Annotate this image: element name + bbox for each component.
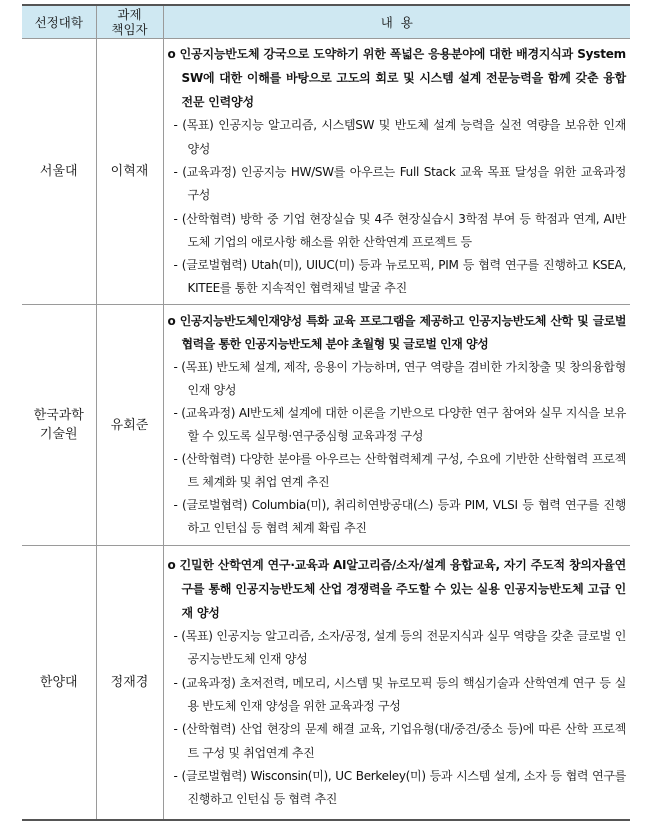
- row-item: - (교육과정) 초저전력, 메모리, 시스템 및 뉴로모픽 등의 핵심기술과 산학연계 연구 등 실용 반도체 인재 양성을 위한 교육과정 구성: [173, 675, 626, 713]
- row-item: - (목표) 인공지능 알고리즘, 소자/공정, 설계 등의 전문지식과 실무 역량을 갖춘 글로벌 인공지능반도체 인재 양성: [173, 629, 626, 667]
- row-item: - (글로벌협력) Wisconsin(미), UC Berkeley(미) 등과 시스템 설계, 소자 등 협력 연구를 진행하고 인턴십 등 협력 추진: [173, 768, 626, 807]
- row-item: - (교육과정) AI반도체 설계에 대한 이론을 기반으로 다양한 연구 참여와 실무 지식을 보유할 수 있도록 실무형·연구중심형 교육과정 구성: [173, 406, 626, 443]
- univ-cell: 서울대: [22, 39, 96, 305]
- table-row: [22, 546, 630, 820]
- table-row: [22, 39, 630, 305]
- univ-cell: [22, 305, 96, 546]
- header-content: 내 용: [163, 5, 630, 39]
- content-cell: [163, 546, 630, 820]
- row-item: - (글로벌협력) Utah(미), UIUC(미) 등과 뉴로모픽, PIM 등 협력 연구를 진행하고 KSEA, KITEE를 통한 지속적인 협력채널 발굴 추진: [173, 258, 626, 296]
- header-person-label: 과제 책임자: [111, 7, 148, 37]
- person-cell: 정재경: [96, 546, 163, 820]
- content-cell: [163, 39, 630, 305]
- row-item: - (산학협력) 방학 중 기업 현장실습 및 4주 현장실습시 3학점 부여 등 학점과 연계, AI반도체 기업의 애로사항 해소를 위한 산학연계 프로젝트 등: [173, 211, 626, 249]
- person-cell: 유회준: [96, 305, 163, 546]
- row-headline: o 인공지능반도체인재양성 특화 교육 프로그램을 제공하고 인공지능반도체 산학 및 글로벌 협력을 통한 인공지능반도체 분야 초월형 및 글로벌 인재 양성: [167, 314, 626, 351]
- row-item: - (목표) 인공지능 알고리즘, 시스템SW 및 반도체 설계 능력을 실전 역량을 보유한 인재 양성: [173, 118, 626, 156]
- header-person: [96, 5, 163, 39]
- row-item: - (목표) 반도체 설계, 제작, 응용이 가능하며, 연구 역량을 겸비한 가치창출 및 창의융합형 인재 양성: [173, 360, 626, 397]
- univ-cell: 한양대: [22, 546, 96, 820]
- row-item: - (교육과정) 인공지능 HW/SW를 아우르는 Full Stack 교육 목표 달성을 위한 교육과정 구성: [173, 164, 626, 203]
- row-item: - (글로벌협력) Columbia(미), 취리히연방공대(스) 등과 PIM, VLSI 등 협력 연구를 진행하고 인턴십 등 협력 체계 확립 추진: [173, 498, 626, 535]
- row-item: - (산학협력) 다양한 분야를 아우르는 산학협력체계 구성, 수요에 기반한 산학협력 프로젝트 체계화 및 취업 연계 추진: [173, 452, 626, 489]
- header-row: [22, 5, 630, 39]
- row-headline: o 긴밀한 산학연계 연구·교육과 AI알고리즘/소자/설계 융합교육, 자기 주도적 창의자율연구를 통해 인공지능반도체 산업 경쟁력을 주도할 수 있는 실용 인공지능반도체 고급 인재 양성: [167, 558, 626, 621]
- selection-table: [22, 4, 630, 821]
- header-univ: 선정대학: [22, 5, 96, 39]
- person-cell: 이혁재: [96, 39, 163, 305]
- univ-label: 한국과학 기술원: [33, 408, 84, 442]
- row-item: - (산학협력) 산업 현장의 문제 해결 교육, 기업유형(대/중견/중소 등)에 따른 산학 프로젝트 구성 및 취업연계 추진: [173, 722, 626, 760]
- row-headline: o 인공지능반도체 강국으로 도약하기 위한 폭넓은 응용분야에 대한 배경지식과 System SW에 대한 이해를 바탕으로 고도의 회로 및 시스템 설계 전문능력을 함께 갖춘 융합 전문 인력양성: [167, 47, 626, 110]
- content-cell: [163, 305, 630, 546]
- table-row: [22, 305, 630, 546]
